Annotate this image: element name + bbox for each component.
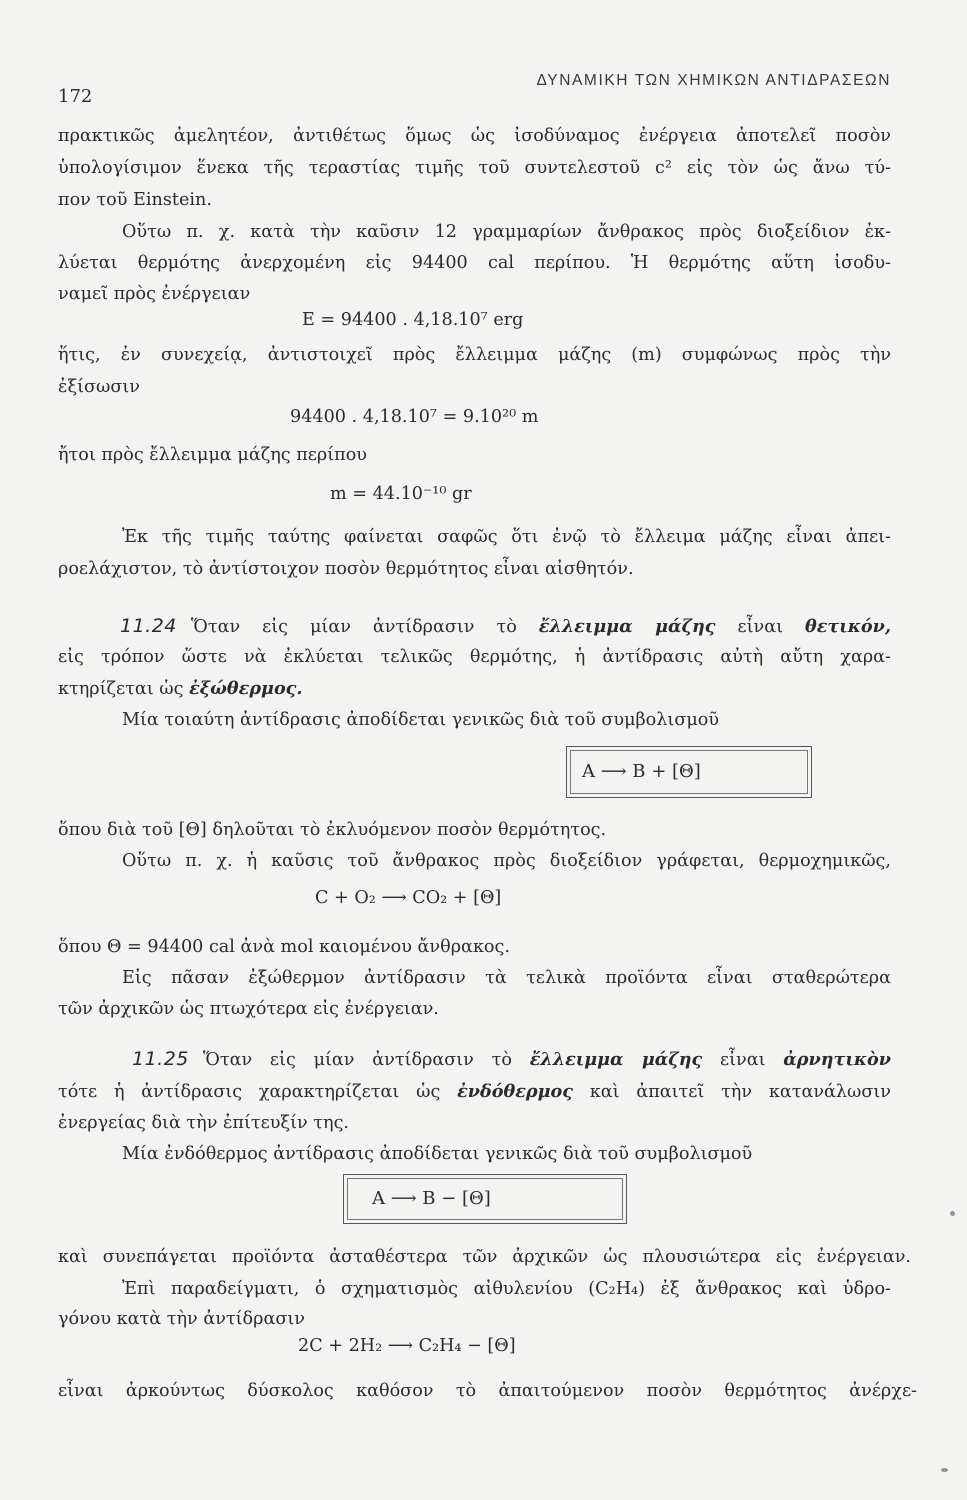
emphasis-term: ἔλλειμμα μάζης (538, 616, 716, 637)
text-span: εἶναι (720, 1050, 766, 1070)
text-line (58, 677, 303, 701)
text-line: πον τοῦ Einstein. (58, 190, 212, 210)
text-span: κτηρίζεται ὡς (58, 679, 184, 699)
text-span: καὶ ἀπαιτεῖ τὴν κατανάλωσιν (589, 1082, 892, 1102)
print-speck (941, 1468, 948, 1472)
text-line: λύεται θερμότης ἀνερχομένη εἰς 94400 cal περίπου. Ἡ θερμότης αὕτη ἰσοδυ- (58, 253, 891, 273)
exothermic-formula: A ⟶ B + [Θ] (582, 761, 701, 782)
text-span: Ὅταν εἰς μίαν ἀντίδρασιν τὸ (202, 1050, 512, 1070)
section-number: 11.25 (132, 1048, 189, 1070)
equation-ethylene: 2C + 2H₂ ⟶ C₂H₄ − [Θ] (298, 1336, 516, 1356)
text-line: ἥτις, ἐν συνεχείᾳ, ἀντιστοιχεῖ πρὸς ἔλλειμμα μάζης (m) συμφώνως πρὸς τὴν (58, 345, 891, 365)
text-line: Οὕτω π. χ. ἡ καῦσις τοῦ ἄνθρακος πρὸς διοξείδιον γράφεται, θερμοχημικῶς, (122, 851, 891, 871)
text-line: ἤτοι πρὸς ἔλλειμμα μάζης περίπου (58, 445, 368, 465)
endothermic-formula: A ⟶ B − [Θ] (372, 1188, 491, 1209)
running-title: ΔΥΝΑΜΙΚΗ ΤΩΝ ΧΗΜΙΚΩΝ ΑΝΤΙΔΡΑΣΕΩΝ (536, 72, 891, 89)
page-header (58, 72, 891, 107)
section-11-25-heading (132, 1047, 891, 1072)
text-span: εἶναι (737, 617, 783, 637)
equation-m: m = 44.10⁻¹⁰ gr (330, 484, 472, 504)
text-line: εἰς τρόπον ὥστε νὰ ἐκλύεται τελικῶς θερμότης, ἡ ἀντίδρασις αὐτὴ αὔτη χαρα- (58, 647, 891, 667)
text-line: Ἐκ τῆς τιμῆς ταύτης φαίνεται σαφῶς ὅτι ἐνῷ τὸ ἔλλειμα μάζης εἶναι ἀπει- (122, 527, 891, 547)
text-line: ὅπου Θ = 94400 cal ἀνὰ mol καιομένου ἄνθρακος. (58, 937, 510, 957)
print-speck (950, 1211, 955, 1216)
text-line: Μία ἐνδόθερμος ἀντίδρασις ἀποδίδεται γενικῶς διὰ τοῦ συμβολισμοῦ (122, 1144, 753, 1164)
page-number: 172 (58, 86, 93, 107)
section-11-24-heading (120, 614, 891, 639)
text-line: Ἐπὶ παραδείγματι, ὁ σχηματισμὸς αἰθυλενίου (C₂H₄) ἐξ ἄνθρακος καὶ ὑδρο- (122, 1279, 891, 1299)
equation-mass: 94400 . 4,18.10⁷ = 9.10²⁰ m (290, 407, 539, 427)
text-line: εἶναι ἀρκούντως δύσκολος καθόσον τὸ ἀπαιτούμενον ποσὸν θερμότητος ἀνέρχε- (58, 1381, 917, 1401)
text-line: γόνου κατὰ τὴν ἀντίδρασιν (58, 1309, 305, 1329)
emphasis-term: ἐξώθερμος. (189, 678, 303, 699)
text-line: Οὕτω π. χ. κατὰ τὴν καῦσιν 12 γραμμαρίων ἄνθρακος πρὸς διοξείδιον ἐκ- (122, 222, 891, 242)
text-line: ναμεῖ πρὸς ἐνέργειαν (58, 284, 251, 304)
text-line: ἐξίσωσιν (58, 377, 140, 397)
text-line: ὑπολογίσιμον ἕνεκα τῆς τεραστίας τιμῆς τοῦ συντελεστοῦ c² εἰς τὸν ὡς ἄνω τύ- (58, 158, 891, 178)
equation-combustion: C + O₂ ⟶ CO₂ + [Θ] (315, 888, 502, 908)
text-line (58, 1080, 891, 1104)
emphasis-term: ἔλλειμμα μάζης (529, 1049, 703, 1070)
text-span: τότε ἡ ἀντίδρασις χαρακτηρίζεται ὡς (58, 1082, 441, 1102)
equation-energy: E = 94400 . 4,18.10⁷ erg (302, 310, 524, 330)
emphasis-term: θετικόν, (804, 616, 892, 637)
text-span: Ὅταν εἰς μίαν ἀντίδρασιν τὸ (190, 617, 517, 637)
text-line: Μία τοιαύτη ἀντίδρασις ἀποδίδεται γενικῶς διὰ τοῦ συμβολισμοῦ (122, 710, 720, 730)
emphasis-term: ἐνδόθερμος (457, 1081, 573, 1102)
emphasis-term: ἀρνητικὸν (783, 1049, 891, 1070)
text-line: ἐνεργείας διὰ τὴν ἐπίτευξίν της. (58, 1113, 350, 1133)
text-line: πρακτικῶς ἀμελητέον, ἀντιθέτως ὅμως ὡς ἰσοδύναμος ἐνέργεια ἀποτελεῖ ποσὸν (58, 126, 891, 146)
text-line: καὶ συνεπάγεται προϊόντα ἀσταθέστερα τῶν ἀρχικῶν ὡς πλουσιώτερα εἰς ἐνέργειαν. (58, 1247, 911, 1267)
text-line: ὅπου διὰ τοῦ [Θ] δηλοῦται τὸ ἐκλυόμενον ποσὸν θερμότητος. (58, 820, 607, 840)
section-number: 11.24 (120, 615, 177, 637)
text-line: ροελάχιστον, τὸ ἀντίστοιχον ποσὸν θερμότητος εἶναι αἰσθητόν. (58, 559, 634, 579)
text-line: Εἰς πᾶσαν ἐξώθερμον ἀντίδρασιν τὰ τελικὰ προϊόντα εἶναι σταθερώτερα (122, 968, 891, 988)
text-line: τῶν ἀρχικῶν ὡς πτωχότερα εἰς ἐνέργειαν. (58, 999, 439, 1019)
